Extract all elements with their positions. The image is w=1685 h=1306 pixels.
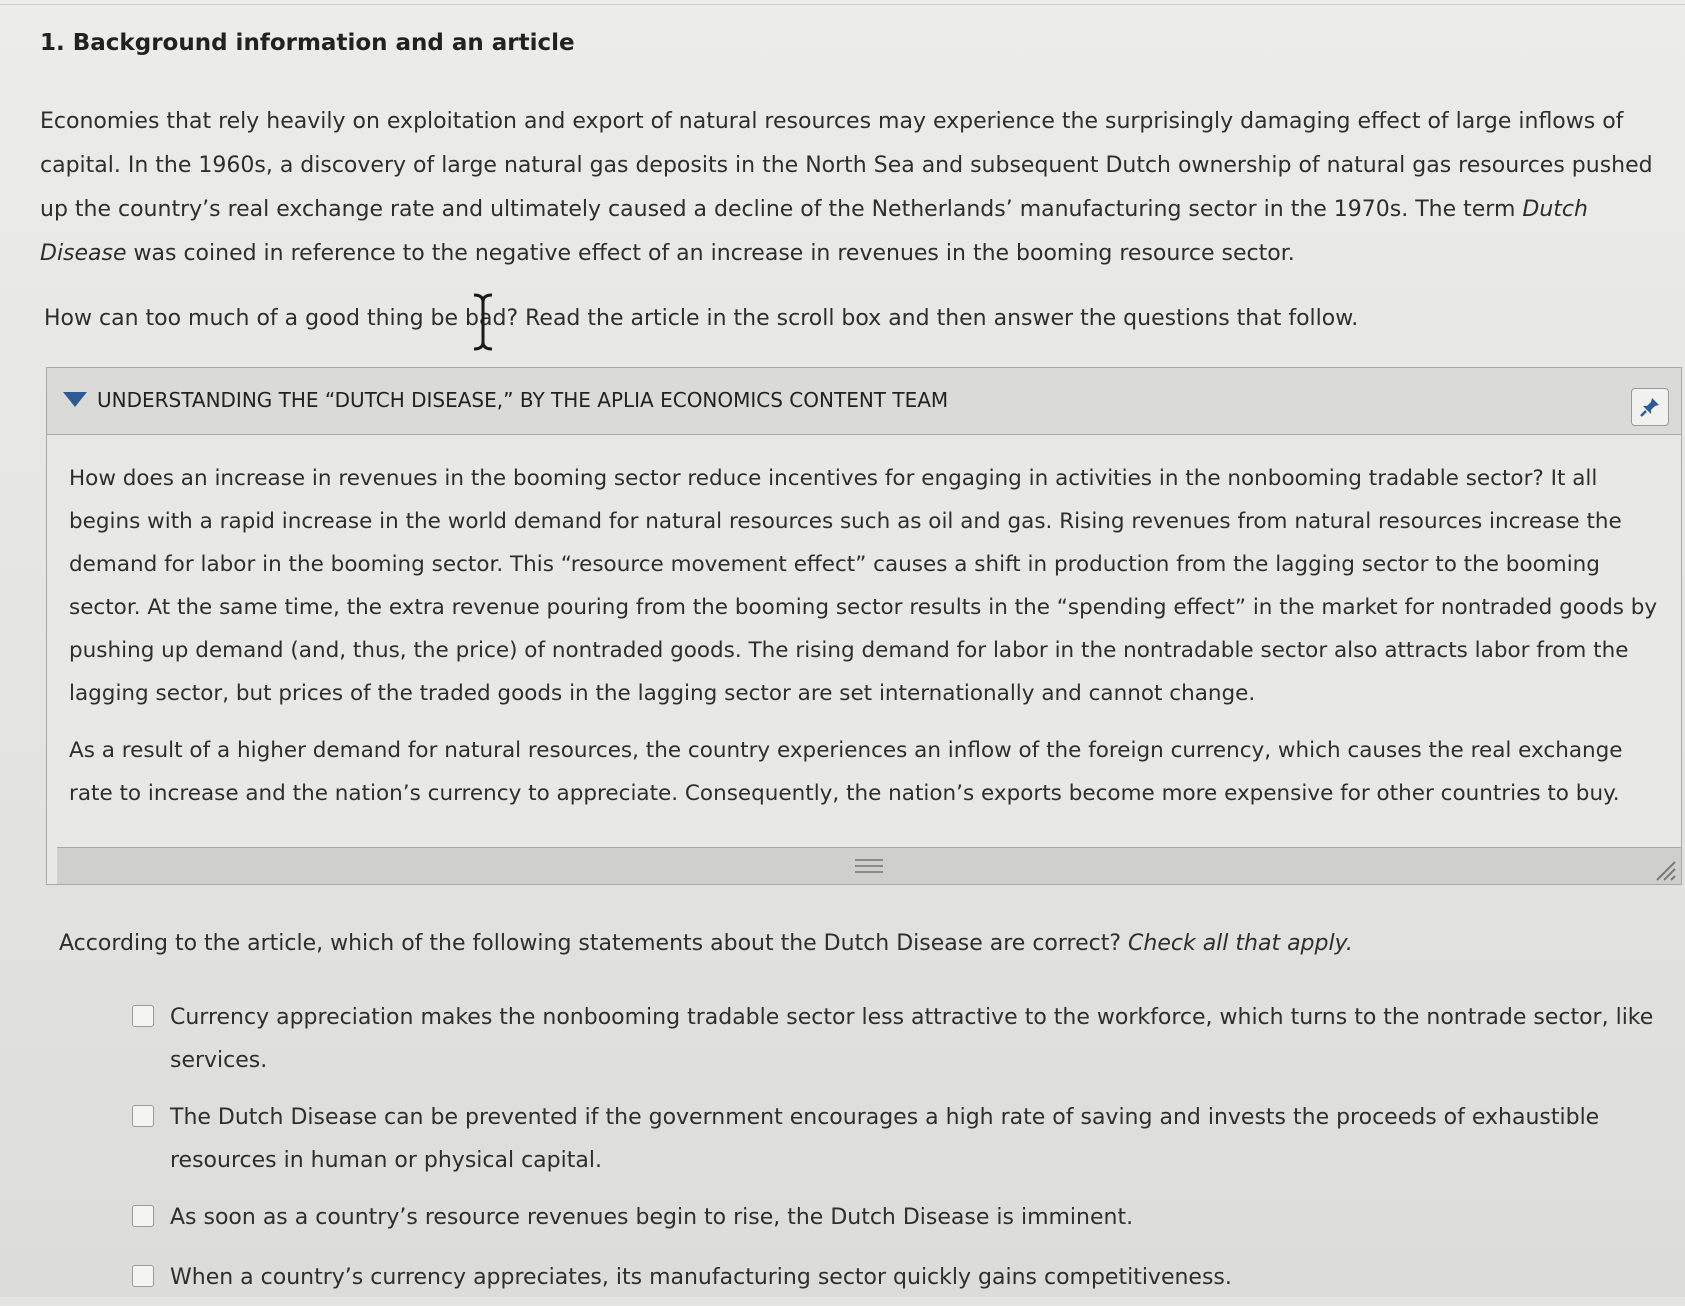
- answer-option[interactable]: [130, 1196, 1670, 1256]
- article-scroll-box[interactable]: [46, 367, 1682, 885]
- intro-text-part: was coined in reference to the negative effect of an increase in revenues in the booming resource sector.: [126, 241, 1295, 266]
- text-cursor-icon: [470, 292, 496, 352]
- checkbox[interactable]: [132, 1005, 154, 1027]
- checkbox[interactable]: [132, 1105, 154, 1127]
- check-question-text: According to the article, which of the following statements about the Dutch Disease are correct?: [59, 931, 1129, 956]
- article-paragraph: How does an increase in revenues in the booming sector reduce incentives for engaging in activities in the nonbooming tradable sector? It all begins with a rapid increase in the world demand for natural resources such as oil and gas. Rising revenues from natural resources increase the demand for labor in the booming sector. This “resource movement effect” causes a shift in production from the lagging sector to the booming sector. At the same time, the extra revenue pouring from the booming sector results in the “spending effect” in the market for nontraded goods by pushing up demand (and, thus, the price) of nontraded goods. The rising demand for labor in the nontradable sector also attracts labor from the lagging sector, but prices of the traded goods in the lagging sector are set internationally and cannot change.: [69, 466, 1658, 706]
- article-header[interactable]: [47, 368, 1681, 435]
- answer-option[interactable]: [130, 996, 1670, 1096]
- check-question: [59, 931, 1353, 956]
- resize-handle-bar[interactable]: [57, 847, 1681, 884]
- checkbox[interactable]: [132, 1265, 154, 1287]
- article-title: UNDERSTANDING THE “DUTCH DISEASE,” BY THE APLIA ECONOMICS CONTENT TEAM: [97, 388, 949, 412]
- option-label[interactable]: The Dutch Disease can be prevented if the government encourages a high rate of saving and invests the proceeds of exhaustible resources in human or physical capital.: [170, 1105, 1600, 1173]
- intro-paragraph: [40, 100, 1680, 276]
- option-label[interactable]: As soon as a country’s resource revenues begin to rise, the Dutch Disease is imminent.: [170, 1205, 1134, 1230]
- checkbox[interactable]: [132, 1205, 154, 1227]
- answer-option[interactable]: [130, 1256, 1670, 1306]
- check-instruction: Check all that apply.: [1128, 931, 1353, 956]
- dutch-disease-term: Dutch Disease: [40, 197, 1588, 266]
- option-label[interactable]: Currency appreciation makes the nonbooming tradable sector less attractive to the workforce, which turns to the nontrade sector, like services.: [170, 1005, 1654, 1073]
- reading-prompt: How can too much of a good thing be bad? Read the article in the scroll box and then answer the questions that follow.: [44, 306, 1359, 331]
- intro-text-part: Economies that rely heavily on exploitation and export of natural resources may experience the surprisingly damaging effect of large inflows of capital. In the 1960s, a discovery of large natural gas deposits in the North Sea and subsequent Dutch ownership of natural gas resources pushed up the country’s real exchange rate and ultimately caused a decline of the Netherlands’ manufacturing sector in the 1970s. The term: [40, 109, 1653, 222]
- article-paragraph: As a result of a higher demand for natural resources, the country experiences an inflow of the foreign currency, which causes the real exchange rate to increase and the nation’s currency to appreciate. Consequently, the nation’s exports become more expensive for other countries to buy.: [69, 738, 1623, 806]
- pin-icon: [1639, 396, 1661, 418]
- question-title: 1. Background information and an article: [40, 30, 575, 56]
- article-body[interactable]: [47, 435, 1681, 835]
- answer-options: [130, 996, 1670, 1306]
- intro-text: [40, 100, 1680, 276]
- answer-option[interactable]: [130, 1096, 1670, 1196]
- pin-button[interactable]: [1631, 388, 1669, 426]
- triangle-down-icon[interactable]: [63, 392, 87, 407]
- top-divider: [0, 4, 1685, 5]
- option-label[interactable]: When a country’s currency appreciates, its manufacturing sector quickly gains competitiveness.: [170, 1265, 1232, 1290]
- resize-corner-icon[interactable]: [1653, 858, 1677, 882]
- grip-lines-icon[interactable]: [855, 858, 883, 874]
